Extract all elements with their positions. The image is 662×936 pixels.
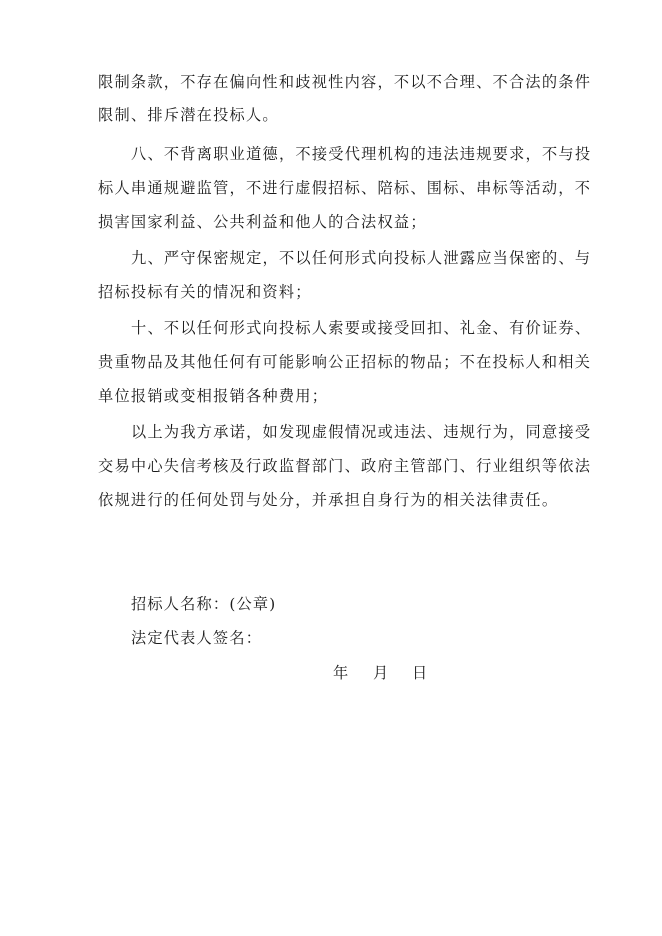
commitment-item-9-line: 九、严守保密规定，不以任何形式向投标人泄露应当保密的、与 bbox=[131, 249, 592, 267]
paragraph-line: 限制条款，不存在偏向性和歧视性内容，不以不合理、不合法的条件 bbox=[98, 73, 592, 91]
commitment-item-8-line: 标人串通规避监管，不进行虚假招标、陪标、围标、串标等活动，不 bbox=[98, 179, 592, 197]
legal-representative-signature-label: 法定代表人签名： bbox=[131, 629, 263, 647]
commitment-item-9-line: 招标投标有关的情况和资料； bbox=[98, 283, 312, 301]
paragraph-line: 限制、排斥潜在投标人。 bbox=[98, 106, 279, 124]
date-day-label: 日 bbox=[412, 664, 428, 682]
date-year-label: 年 bbox=[333, 664, 349, 682]
closing-statement-line: 以上为我方承诺，如发现虚假情况或违法、违规行为，同意接受 bbox=[131, 423, 592, 441]
closing-statement-line: 交易中心失信考核及行政监督部门、政府主管部门、行业组织等依法 bbox=[98, 457, 592, 475]
commitment-item-10-line: 贵重物品及其他任何有可能影响公正招标的物品；不在投标人和相关 bbox=[98, 353, 592, 371]
tenderer-name-label: 招标人名称：(公章) bbox=[131, 595, 277, 613]
commitment-item-10-line: 十、不以任何形式向投标人索要或接受回扣、礼金、有价证券、 bbox=[131, 319, 592, 337]
commitment-item-8-line: 损害国家利益、公共利益和他人的合法权益； bbox=[98, 213, 427, 231]
commitment-item-10-line: 单位报销或变相报销各种费用； bbox=[98, 387, 329, 405]
commitment-item-8-line: 八、不背离职业道德，不接受代理机构的违法违规要求，不与投 bbox=[131, 145, 592, 163]
closing-statement-line: 依规进行的任何处罚与处分，并承担自身行为的相关法律责任。 bbox=[98, 491, 559, 509]
date-month-label: 月 bbox=[373, 664, 389, 682]
